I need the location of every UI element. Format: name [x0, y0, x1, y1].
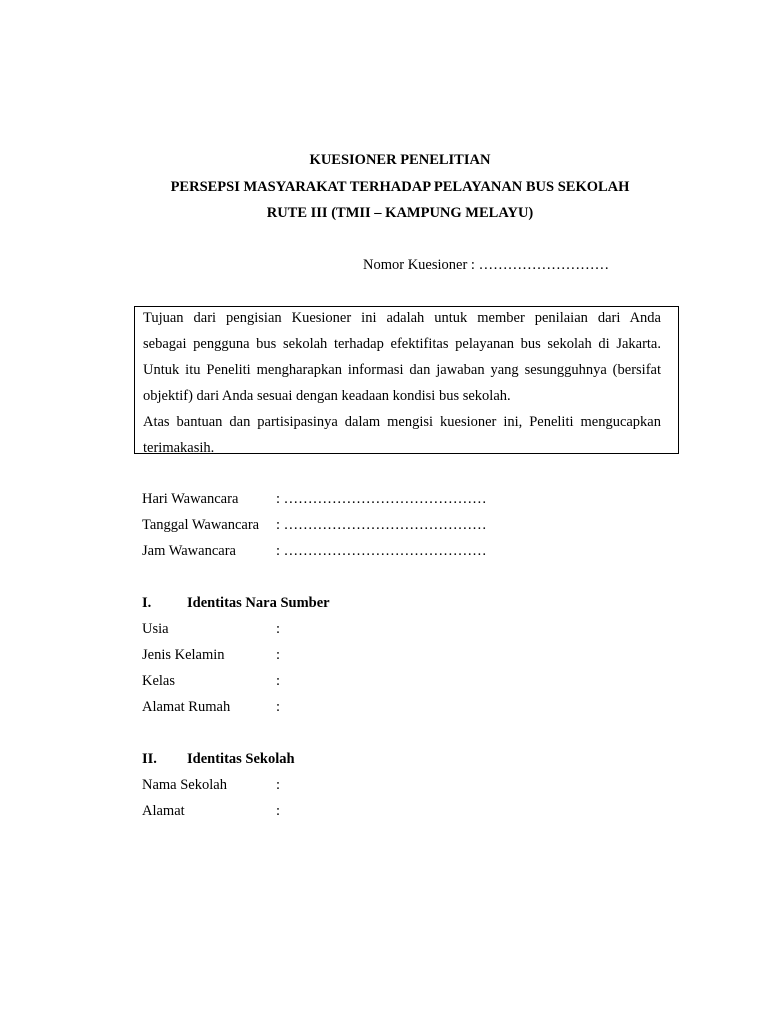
class-row	[142, 673, 280, 690]
field-value: :	[276, 621, 281, 637]
interview-time-row	[142, 543, 487, 560]
field-value: : ……………………………………	[276, 517, 487, 533]
section-title: Identitas Sekolah	[187, 751, 295, 767]
purpose-line: Tujuan dari pengisian Kuesioner ini adalah untuk member penilaian dari Anda	[143, 310, 661, 326]
field-label: Alamat Rumah	[142, 699, 231, 715]
interview-day-row	[142, 491, 487, 508]
field-label: Jam Wawancara	[142, 543, 236, 559]
home-address-row	[142, 699, 280, 716]
field-label: Tanggal Wawancara	[142, 517, 260, 533]
field-label: Kelas	[142, 673, 176, 689]
purpose-line: terimakasih.	[143, 440, 215, 456]
field-value: : ……………………………………	[276, 543, 487, 559]
title-line-3: RUTE III (TMII – KAMPUNG MELAYU)	[266, 205, 534, 221]
purpose-box	[134, 306, 679, 454]
section-2-heading	[142, 751, 295, 768]
section-title: Identitas Nara Sumber	[187, 595, 330, 611]
gender-row	[142, 647, 280, 664]
field-label: Usia	[142, 621, 169, 637]
section-number: II.	[142, 751, 157, 767]
title-line-1: KUESIONER PENELITIAN	[309, 152, 491, 168]
field-value: :	[276, 777, 281, 793]
section-1-heading	[142, 595, 330, 612]
field-label: Alamat	[142, 803, 185, 819]
school-name-row	[142, 777, 280, 794]
nomor-kuesioner: Nomor Kuesioner : ………………………	[363, 257, 610, 273]
field-label: Nama Sekolah	[142, 777, 227, 793]
field-value: : ……………………………………	[276, 491, 487, 507]
purpose-line: objektif) dari Anda sesuai dengan keadaan kondisi bus sekolah.	[143, 388, 511, 404]
field-value: :	[276, 647, 281, 663]
school-address-row	[142, 803, 280, 820]
purpose-line: Untuk itu Peneliti mengharapkan informasi dan jawaban yang sesungguhnya (bersifat	[143, 362, 661, 378]
field-value: :	[276, 699, 281, 715]
field-value: :	[276, 803, 281, 819]
field-label: Hari Wawancara	[142, 491, 239, 507]
purpose-line: Atas bantuan dan partisipasinya dalam mengisi kuesioner ini, Peneliti mengucapkan	[143, 414, 661, 430]
interview-date-row	[142, 517, 487, 534]
age-row	[142, 621, 280, 638]
section-number: I.	[142, 595, 152, 611]
title-line-2: PERSEPSI MASYARAKAT TERHADAP PELAYANAN BUS SEKOLAH	[170, 179, 630, 195]
field-label: Jenis Kelamin	[142, 647, 225, 663]
field-value: :	[276, 673, 281, 689]
purpose-line: sebagai pengguna bus sekolah terhadap efektifitas pelayanan bus sekolah di Jakarta.	[143, 336, 661, 352]
